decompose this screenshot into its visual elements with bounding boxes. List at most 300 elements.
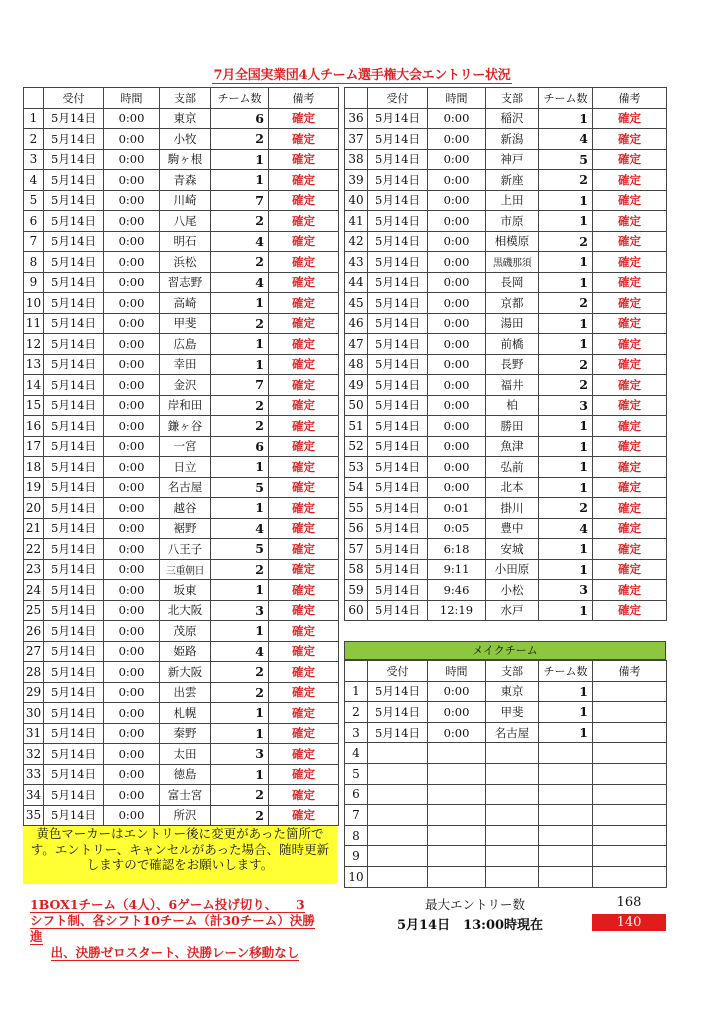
team-count: 3 <box>539 580 593 601</box>
row-number: 36 <box>345 108 368 129</box>
reception-time: 0:00 <box>428 272 486 293</box>
reception-date: 5月14日 <box>44 129 104 150</box>
row-number: 17 <box>24 436 44 457</box>
team-count: 1 <box>539 108 593 129</box>
branch-name <box>486 763 539 784</box>
status-confirmed: 確定 <box>593 559 667 580</box>
tournament-rules <box>30 897 320 961</box>
status-confirmed: 確定 <box>269 518 339 539</box>
team-count: 1 <box>539 313 593 334</box>
branch-name: 小田原 <box>486 559 539 580</box>
team-count: 4 <box>211 641 269 662</box>
branch-name: 青森 <box>160 170 211 191</box>
row-number: 8 <box>345 825 368 846</box>
team-count <box>539 866 593 887</box>
branch-name: 駒ヶ根 <box>160 149 211 170</box>
branch-name: 長野 <box>486 354 539 375</box>
team-count: 1 <box>211 170 269 191</box>
status-confirmed: 確定 <box>269 395 339 416</box>
row-number: 24 <box>24 580 44 601</box>
status-confirmed: 確定 <box>593 313 667 334</box>
status-confirmed: 確定 <box>593 498 667 519</box>
table-row <box>24 272 339 293</box>
reception-time: 0:01 <box>428 498 486 519</box>
branch-name: 岸和田 <box>160 395 211 416</box>
row-number: 44 <box>345 272 368 293</box>
reception-time: 0:00 <box>428 477 486 498</box>
table-row <box>345 518 667 539</box>
branch-name: 茂原 <box>160 621 211 642</box>
reception-time: 0:00 <box>428 681 486 702</box>
team-count: 1 <box>539 416 593 437</box>
team-count: 1 <box>539 722 593 743</box>
row-number: 6 <box>24 211 44 232</box>
team-count: 1 <box>539 436 593 457</box>
team-count: 1 <box>211 580 269 601</box>
table-row <box>24 621 339 642</box>
row-number: 31 <box>24 723 44 744</box>
reception-date: 5月14日 <box>44 211 104 232</box>
reception-date: 5月14日 <box>368 313 428 334</box>
status-confirmed: 確定 <box>269 477 339 498</box>
branch-name: 勝田 <box>486 416 539 437</box>
status-confirmed: 確定 <box>593 272 667 293</box>
branch-name: 川崎 <box>160 190 211 211</box>
reception-time: 0:00 <box>104 436 160 457</box>
reception-time: 0:00 <box>104 559 160 580</box>
team-count: 7 <box>211 190 269 211</box>
reception-date: 5月14日 <box>44 354 104 375</box>
branch-name: 高崎 <box>160 293 211 314</box>
reception-date: 5月14日 <box>368 149 428 170</box>
reception-time: 0:05 <box>428 518 486 539</box>
reception-time: 0:00 <box>428 395 486 416</box>
row-number: 5 <box>345 763 368 784</box>
reception-date: 5月14日 <box>368 108 428 129</box>
status-confirmed: 確定 <box>269 498 339 519</box>
reception-date <box>368 743 428 764</box>
table-row <box>24 559 339 580</box>
status-confirmed <box>593 743 667 764</box>
reception-time: 0:00 <box>104 457 160 478</box>
row-number: 48 <box>345 354 368 375</box>
status-confirmed: 確定 <box>593 334 667 355</box>
table-row <box>345 600 667 621</box>
team-count: 2 <box>211 313 269 334</box>
table-row <box>24 764 339 785</box>
header-reception: 受付 <box>44 88 104 109</box>
row-number: 33 <box>24 764 44 785</box>
row-number: 22 <box>24 539 44 560</box>
table-row <box>345 108 667 129</box>
reception-time: 0:00 <box>104 313 160 334</box>
row-number: 3 <box>345 722 368 743</box>
row-number: 6 <box>345 784 368 805</box>
reception-date <box>368 784 428 805</box>
team-count: 1 <box>539 457 593 478</box>
table-row <box>24 252 339 273</box>
table-row <box>345 559 667 580</box>
status-confirmed: 確定 <box>269 416 339 437</box>
branch-name: 徳島 <box>160 764 211 785</box>
row-number: 14 <box>24 375 44 396</box>
team-count: 2 <box>211 211 269 232</box>
status-confirmed: 確定 <box>269 703 339 724</box>
team-count: 5 <box>211 477 269 498</box>
table-row <box>24 518 339 539</box>
team-count: 1 <box>539 702 593 723</box>
status-confirmed: 確定 <box>593 518 667 539</box>
header-time: 時間 <box>104 88 160 109</box>
branch-name: 小松 <box>486 580 539 601</box>
table-row <box>24 313 339 334</box>
reception-time: 0:00 <box>104 354 160 375</box>
row-number: 7 <box>24 231 44 252</box>
team-count: 3 <box>539 395 593 416</box>
row-number: 2 <box>24 129 44 150</box>
rules-line: 出、決勝ゼロスタート、決勝レーン移動なし <box>50 945 300 960</box>
reception-date: 5月14日 <box>368 272 428 293</box>
reception-time: 12:19 <box>428 600 486 621</box>
table-row <box>24 149 339 170</box>
reception-date: 5月14日 <box>44 580 104 601</box>
reception-date: 5月14日 <box>44 313 104 334</box>
reception-time: 0:00 <box>104 580 160 601</box>
rules-line: シフト制、各シフト10チーム（計30チーム）決勝進 <box>30 913 315 944</box>
team-count: 1 <box>539 211 593 232</box>
table-row <box>345 211 667 232</box>
table-row <box>345 580 667 601</box>
table-row <box>24 334 339 355</box>
header-team-count: チーム数 <box>539 661 593 682</box>
max-entry-label: 最大エントリー数 <box>424 897 525 912</box>
row-number: 19 <box>24 477 44 498</box>
reception-date: 5月14日 <box>368 722 428 743</box>
table-row <box>24 805 339 826</box>
reception-time: 0:00 <box>104 293 160 314</box>
row-number: 42 <box>345 231 368 252</box>
reception-date: 5月14日 <box>44 518 104 539</box>
status-confirmed: 確定 <box>593 211 667 232</box>
team-count: 1 <box>211 723 269 744</box>
row-number: 28 <box>24 662 44 683</box>
table-row <box>345 457 667 478</box>
reception-time: 0:00 <box>104 805 160 826</box>
row-number: 51 <box>345 416 368 437</box>
branch-name <box>486 866 539 887</box>
status-confirmed <box>593 805 667 826</box>
reception-time: 0:00 <box>104 764 160 785</box>
status-confirmed: 確定 <box>269 621 339 642</box>
team-count: 2 <box>211 682 269 703</box>
branch-name: 水戸 <box>486 600 539 621</box>
header-team-count: チーム数 <box>211 88 269 109</box>
reception-time: 0:00 <box>428 702 486 723</box>
row-number: 37 <box>345 129 368 150</box>
page-title: 7月全国実業団4人チーム選手権大会エントリー状況 <box>213 68 511 83</box>
branch-name: 小牧 <box>160 129 211 150</box>
header-time: 時間 <box>428 661 486 682</box>
branch-name: 黒磯那須 <box>486 252 539 273</box>
team-count: 1 <box>211 457 269 478</box>
table-row <box>345 498 667 519</box>
table-row <box>24 436 339 457</box>
reception-time <box>428 825 486 846</box>
status-confirmed: 確定 <box>269 190 339 211</box>
reception-time: 0:00 <box>428 108 486 129</box>
reception-date: 5月14日 <box>44 662 104 683</box>
reception-date: 5月14日 <box>44 272 104 293</box>
branch-name: 北本 <box>486 477 539 498</box>
status-confirmed <box>593 722 667 743</box>
row-number: 39 <box>345 170 368 191</box>
reception-date: 5月14日 <box>44 559 104 580</box>
team-count: 1 <box>211 621 269 642</box>
reception-date: 5月14日 <box>368 580 428 601</box>
reception-time: 0:00 <box>104 375 160 396</box>
table-row <box>345 846 667 867</box>
reception-date: 5月14日 <box>44 190 104 211</box>
reception-time: 0:00 <box>428 149 486 170</box>
row-number: 50 <box>345 395 368 416</box>
reception-time <box>428 805 486 826</box>
reception-date: 5月14日 <box>44 293 104 314</box>
header-branch: 支部 <box>486 661 539 682</box>
branch-name: 明石 <box>160 231 211 252</box>
status-confirmed: 確定 <box>269 129 339 150</box>
row-number: 27 <box>24 641 44 662</box>
table-row <box>24 703 339 724</box>
team-count: 1 <box>539 190 593 211</box>
reception-date: 5月14日 <box>44 395 104 416</box>
table-row <box>345 681 667 702</box>
table-header <box>345 661 667 682</box>
branch-name: 浜松 <box>160 252 211 273</box>
team-count: 2 <box>211 252 269 273</box>
reception-time: 0:00 <box>104 498 160 519</box>
reception-date: 5月14日 <box>368 211 428 232</box>
table-row <box>345 190 667 211</box>
branch-name: 日立 <box>160 457 211 478</box>
reception-time: 0:00 <box>428 170 486 191</box>
branch-name: 新大阪 <box>160 662 211 683</box>
reception-time: 0:00 <box>104 477 160 498</box>
reception-time: 0:00 <box>428 231 486 252</box>
row-number: 34 <box>24 785 44 806</box>
branch-name: 裾野 <box>160 518 211 539</box>
team-count: 4 <box>211 231 269 252</box>
branch-name: 東京 <box>160 108 211 129</box>
team-count: 1 <box>211 703 269 724</box>
branch-name: 姫路 <box>160 641 211 662</box>
row-number: 12 <box>24 334 44 355</box>
row-number: 49 <box>345 375 368 396</box>
table-row <box>24 457 339 478</box>
reception-time: 0:00 <box>104 600 160 621</box>
reception-date: 5月14日 <box>44 477 104 498</box>
row-number: 46 <box>345 313 368 334</box>
reception-date <box>368 825 428 846</box>
branch-name: 所沢 <box>160 805 211 826</box>
status-confirmed: 確定 <box>269 539 339 560</box>
team-count: 1 <box>539 681 593 702</box>
status-confirmed <box>593 866 667 887</box>
row-number: 54 <box>345 477 368 498</box>
status-confirmed: 確定 <box>269 580 339 601</box>
team-count: 4 <box>211 518 269 539</box>
header-remarks: 備考 <box>593 88 667 109</box>
status-confirmed: 確定 <box>593 375 667 396</box>
table-row <box>345 395 667 416</box>
status-confirmed: 確定 <box>269 785 339 806</box>
update-notice: 黄色マーカーはエントリー後に変更があった箇所です。エントリー、キャンセルがあった場合、随時更新しますので確認をお願いします。 <box>23 826 337 884</box>
team-count: 2 <box>211 805 269 826</box>
row-number: 8 <box>24 252 44 273</box>
table-row <box>24 682 339 703</box>
branch-name: 福井 <box>486 375 539 396</box>
reception-date: 5月14日 <box>44 785 104 806</box>
reception-time: 0:00 <box>104 211 160 232</box>
reception-time: 0:00 <box>428 354 486 375</box>
row-number: 53 <box>345 457 368 478</box>
team-count <box>539 743 593 764</box>
reception-date: 5月14日 <box>368 395 428 416</box>
reception-time: 0:00 <box>428 722 486 743</box>
team-count: 1 <box>539 600 593 621</box>
reception-time: 0:00 <box>428 375 486 396</box>
branch-name: 名古屋 <box>160 477 211 498</box>
table-row <box>24 416 339 437</box>
reception-date: 5月14日 <box>368 559 428 580</box>
status-confirmed: 確定 <box>269 723 339 744</box>
branch-name: 坂東 <box>160 580 211 601</box>
branch-name: 名古屋 <box>486 722 539 743</box>
make-team-title: メイクチーム <box>344 641 666 660</box>
status-confirmed: 確定 <box>593 108 667 129</box>
row-number: 60 <box>345 600 368 621</box>
reception-date: 5月14日 <box>368 436 428 457</box>
status-confirmed <box>593 846 667 867</box>
status-confirmed: 確定 <box>593 580 667 601</box>
status-confirmed: 確定 <box>593 477 667 498</box>
header-reception: 受付 <box>368 88 428 109</box>
team-count: 2 <box>211 416 269 437</box>
rules-line: 1BOX1チーム（4人）、6ゲーム投げ切り、 3 <box>30 897 305 912</box>
table-row <box>345 416 667 437</box>
branch-name: 太田 <box>160 744 211 765</box>
branch-name: 柏 <box>486 395 539 416</box>
reception-time: 0:00 <box>428 190 486 211</box>
row-number: 38 <box>345 149 368 170</box>
team-count: 4 <box>539 129 593 150</box>
branch-name: 豊中 <box>486 518 539 539</box>
table-row <box>345 436 667 457</box>
table-row <box>345 539 667 560</box>
row-number: 58 <box>345 559 368 580</box>
status-confirmed: 確定 <box>593 129 667 150</box>
row-number: 16 <box>24 416 44 437</box>
reception-date: 5月14日 <box>44 600 104 621</box>
branch-name: 湯田 <box>486 313 539 334</box>
status-confirmed: 確定 <box>593 416 667 437</box>
row-number: 59 <box>345 580 368 601</box>
team-count: 1 <box>539 477 593 498</box>
team-count: 1 <box>211 149 269 170</box>
reception-time: 0:00 <box>104 723 160 744</box>
table-row <box>345 129 667 150</box>
reception-time: 0:00 <box>104 518 160 539</box>
team-count: 6 <box>211 436 269 457</box>
branch-name: 前橋 <box>486 334 539 355</box>
reception-date <box>368 866 428 887</box>
header-branch: 支部 <box>486 88 539 109</box>
row-number: 2 <box>345 702 368 723</box>
team-count: 5 <box>539 149 593 170</box>
team-count: 1 <box>539 539 593 560</box>
status-confirmed: 確定 <box>269 662 339 683</box>
table-row <box>24 723 339 744</box>
table-row <box>345 805 667 826</box>
reception-date: 5月14日 <box>44 703 104 724</box>
branch-name: 三重朝日 <box>160 559 211 580</box>
reception-date: 5月14日 <box>44 621 104 642</box>
status-confirmed: 確定 <box>593 149 667 170</box>
table-row <box>345 334 667 355</box>
table-row <box>24 580 339 601</box>
reception-date: 5月14日 <box>44 108 104 129</box>
status-confirmed: 確定 <box>269 764 339 785</box>
table-row <box>24 477 339 498</box>
table-row <box>345 763 667 784</box>
branch-name: 習志野 <box>160 272 211 293</box>
team-count: 2 <box>539 231 593 252</box>
status-confirmed: 確定 <box>269 559 339 580</box>
table-header <box>24 88 339 109</box>
status-confirmed: 確定 <box>593 293 667 314</box>
status-confirmed: 確定 <box>269 600 339 621</box>
row-number: 35 <box>24 805 44 826</box>
team-count: 1 <box>211 354 269 375</box>
reception-time: 0:00 <box>104 252 160 273</box>
status-confirmed <box>593 702 667 723</box>
reception-date: 5月14日 <box>368 539 428 560</box>
table-row <box>345 293 667 314</box>
status-confirmed: 確定 <box>269 682 339 703</box>
row-number: 26 <box>24 621 44 642</box>
reception-date: 5月14日 <box>44 231 104 252</box>
reception-time: 0:00 <box>104 703 160 724</box>
reception-time: 0:00 <box>104 416 160 437</box>
reception-date: 5月14日 <box>44 149 104 170</box>
team-count: 2 <box>539 293 593 314</box>
table-row <box>24 211 339 232</box>
team-count: 6 <box>211 108 269 129</box>
branch-name <box>486 825 539 846</box>
team-count: 5 <box>211 539 269 560</box>
status-confirmed: 確定 <box>269 170 339 191</box>
status-confirmed <box>593 784 667 805</box>
reception-time: 0:00 <box>104 231 160 252</box>
table-row <box>24 744 339 765</box>
reception-date: 5月14日 <box>44 170 104 191</box>
table-row <box>24 498 339 519</box>
table-row <box>345 722 667 743</box>
team-count <box>539 805 593 826</box>
branch-name: 秦野 <box>160 723 211 744</box>
reception-time: 0:00 <box>428 436 486 457</box>
reception-date: 5月14日 <box>44 641 104 662</box>
reception-time: 0:00 <box>104 744 160 765</box>
